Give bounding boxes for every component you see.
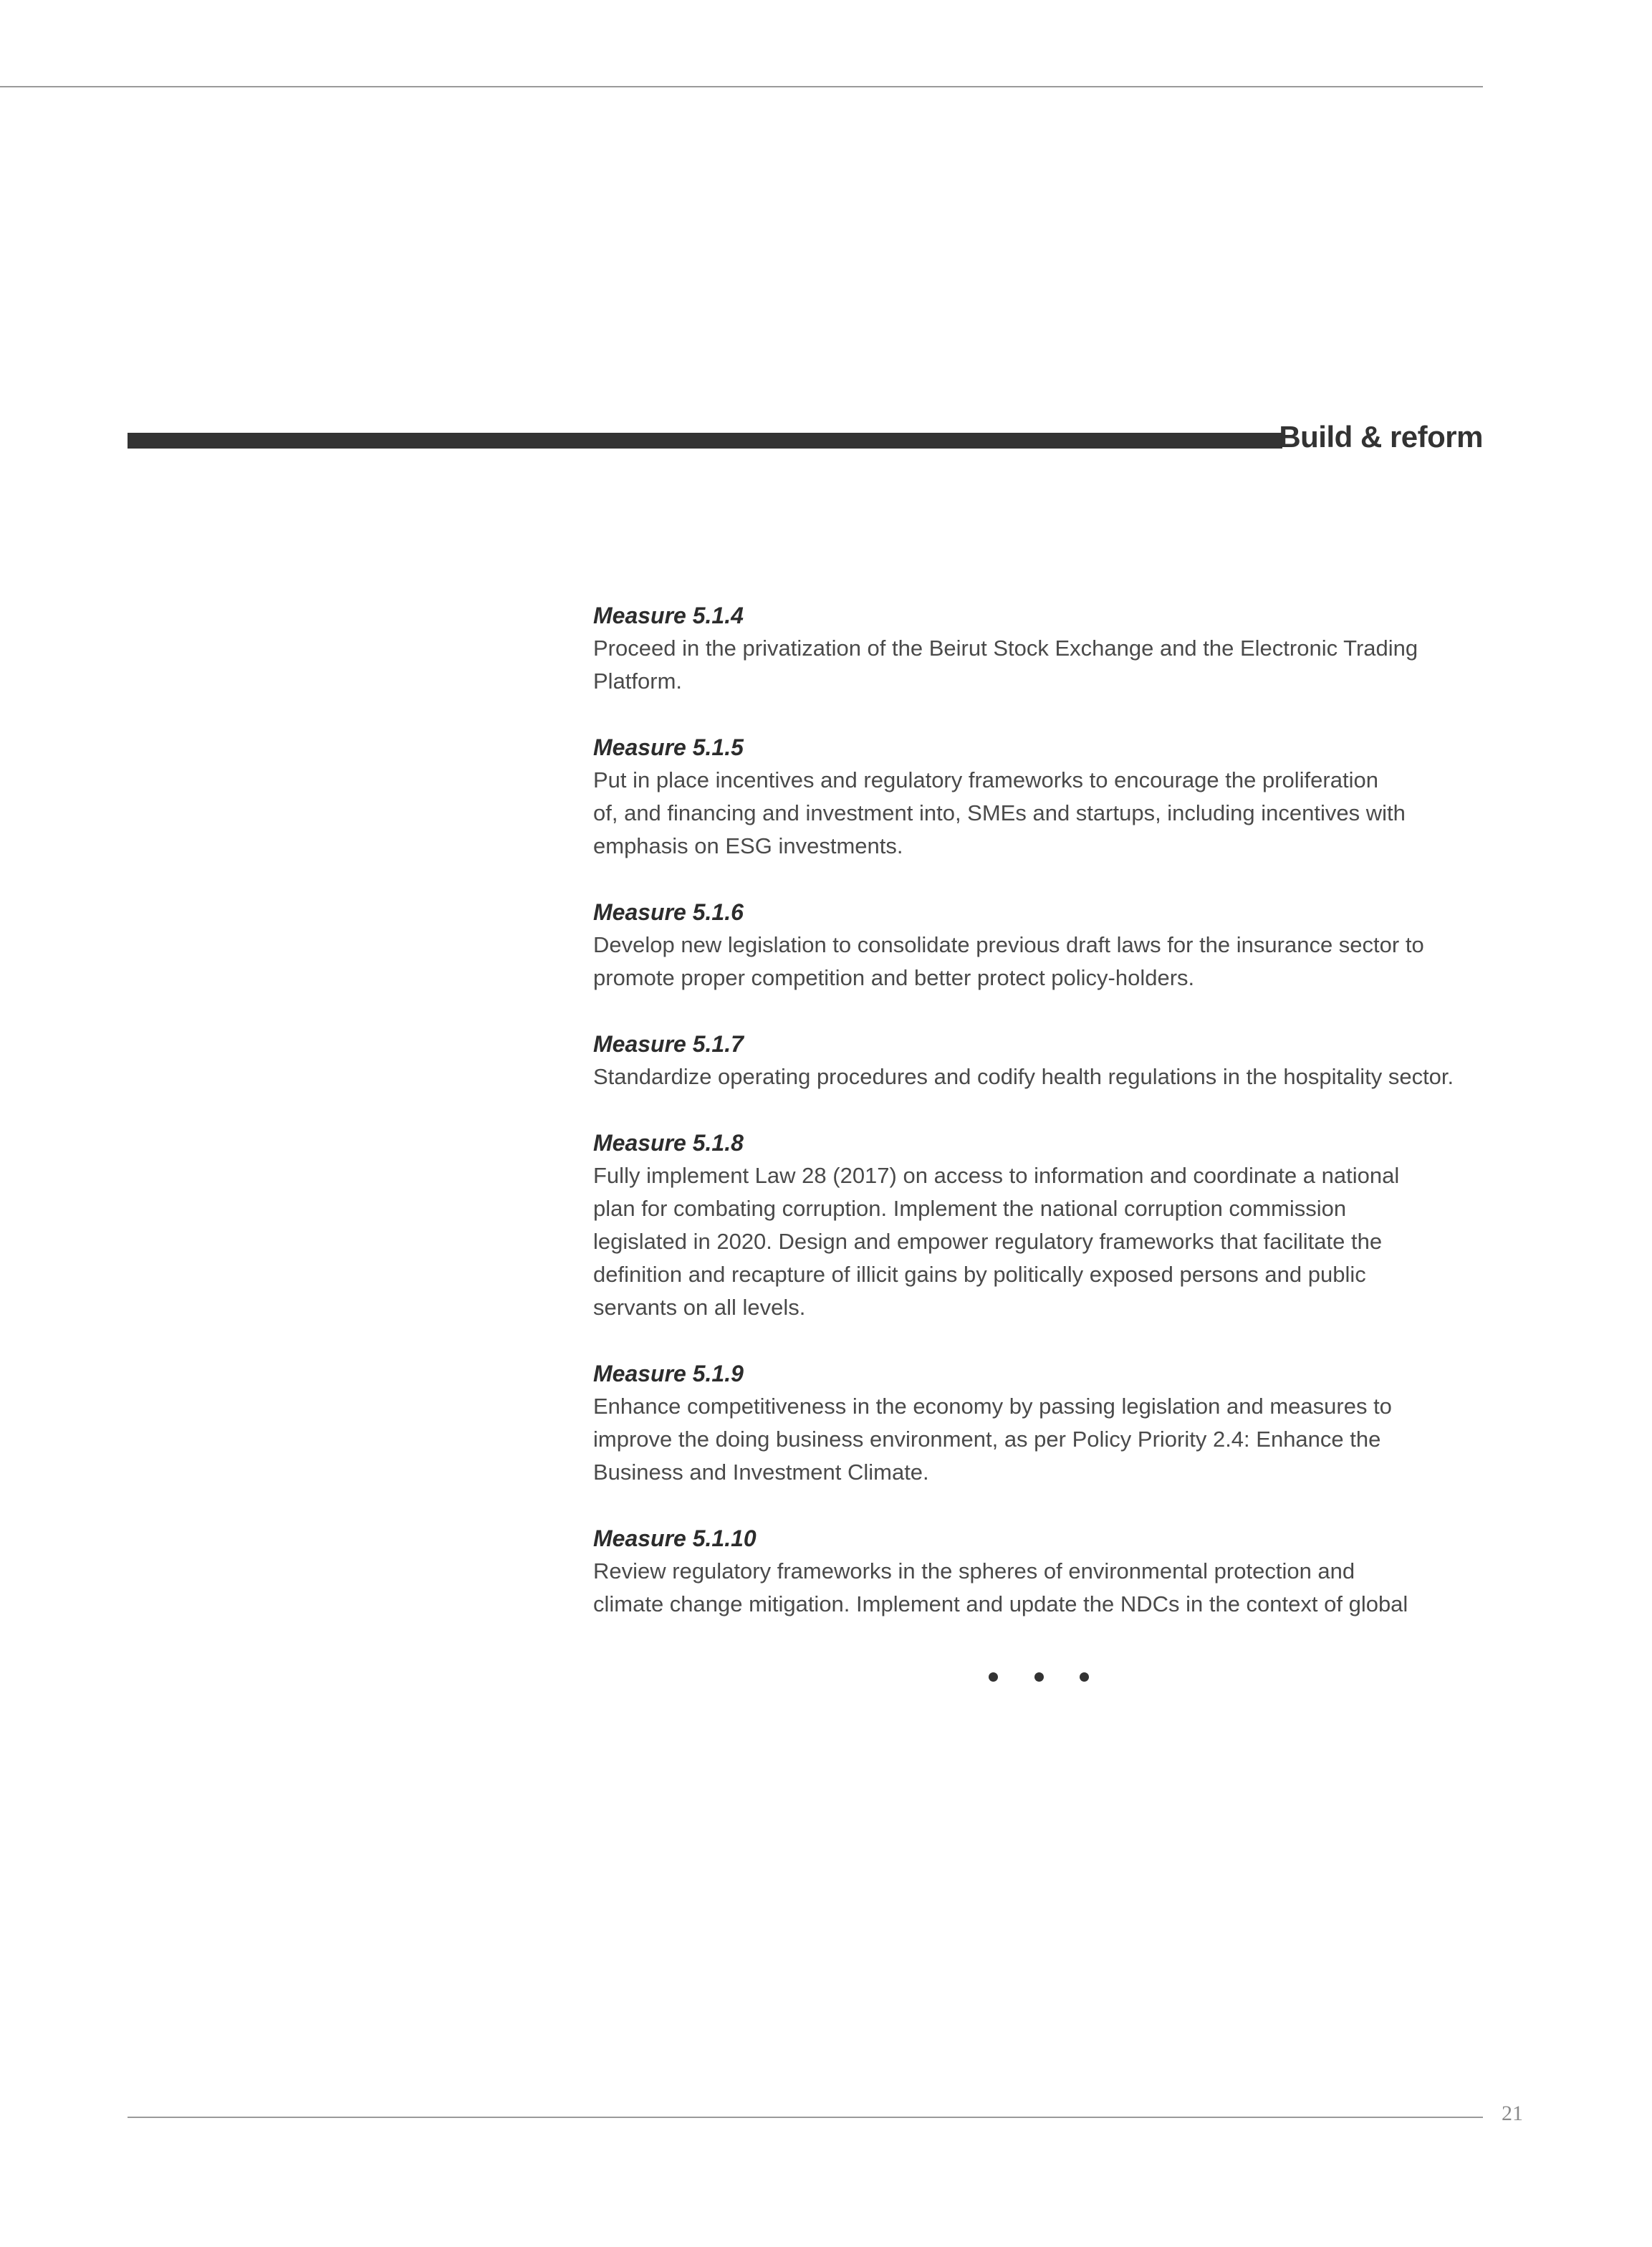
measure-line: Standardize operating procedures and codify health regulations in the hospitality sector. <box>593 1064 1454 1089</box>
dot-icon <box>1034 1672 1044 1682</box>
measure-line: Business and Investment Climate. <box>593 1460 929 1485</box>
measure-text <box>593 1390 1481 1489</box>
continuation-dots <box>989 1666 1089 1687</box>
measure-line: Proceed in the privatization of the Beirut Stock Exchange and the Electronic Trading <box>593 636 1418 661</box>
measure-title: Measure 5.1.6 <box>593 899 744 925</box>
measure-title: Measure 5.1.5 <box>593 734 744 760</box>
measure-text <box>593 1159 1481 1324</box>
measure-line: Put in place incentives and regulatory frameworks to encourage the proliferation <box>593 767 1378 792</box>
measure-title: Measure 5.1.4 <box>593 603 744 628</box>
measure-title: Measure 5.1.9 <box>593 1361 744 1386</box>
measure-text <box>593 929 1481 995</box>
measure-line: plan for combating corruption. Implement the national corruption commission <box>593 1196 1347 1221</box>
measure-line: promote proper competition and better protect policy-holders. <box>593 965 1195 990</box>
measure-line: improve the doing business environment, as per Policy Priority 2.4: Enhance the <box>593 1427 1381 1452</box>
measure-line: definition and recapture of illicit gains by politically exposed persons and public <box>593 1262 1366 1287</box>
section-header-bar <box>128 433 1282 449</box>
measure-line: climate change mitigation. Implement and update the NDCs in the context of global <box>593 1591 1408 1616</box>
measure-item <box>593 896 1481 995</box>
measure-title: Measure 5.1.7 <box>593 1031 744 1057</box>
measure-title: Measure 5.1.8 <box>593 1130 744 1156</box>
section-title: Build & reform <box>1279 420 1483 454</box>
measure-text <box>593 1060 1481 1093</box>
top-divider <box>0 86 1483 87</box>
measure-text <box>593 1555 1481 1621</box>
measure-line: Platform. <box>593 669 683 694</box>
measure-item <box>593 731 1481 863</box>
measures-list <box>593 599 1481 1654</box>
bottom-divider <box>128 2117 1483 2118</box>
measure-item <box>593 1357 1481 1489</box>
measure-item <box>593 1126 1481 1324</box>
dot-icon <box>1080 1672 1089 1682</box>
measure-item <box>593 1027 1481 1093</box>
measure-text <box>593 632 1481 698</box>
measure-line: Enhance competitiveness in the economy by passing legislation and measures to <box>593 1394 1392 1419</box>
measure-text <box>593 764 1481 863</box>
measure-line: Fully implement Law 28 (2017) on access to information and coordinate a national <box>593 1163 1400 1188</box>
measure-line: legislated in 2020. Design and empower regulatory frameworks that facilitate the <box>593 1229 1383 1254</box>
measure-line: emphasis on ESG investments. <box>593 833 903 858</box>
measure-item <box>593 1522 1481 1621</box>
page-number: 21 <box>1502 2102 1523 2125</box>
measure-line: Develop new legislation to consolidate previous draft laws for the insurance sector to <box>593 932 1424 957</box>
dot-icon <box>989 1672 998 1682</box>
measure-line: servants on all levels. <box>593 1295 806 1320</box>
measure-item <box>593 599 1481 698</box>
measure-title: Measure 5.1.10 <box>593 1525 757 1551</box>
measure-line: of, and financing and investment into, SMEs and startups, including incentives with <box>593 800 1406 825</box>
measure-line: Review regulatory frameworks in the spheres of environmental protection and <box>593 1558 1355 1584</box>
